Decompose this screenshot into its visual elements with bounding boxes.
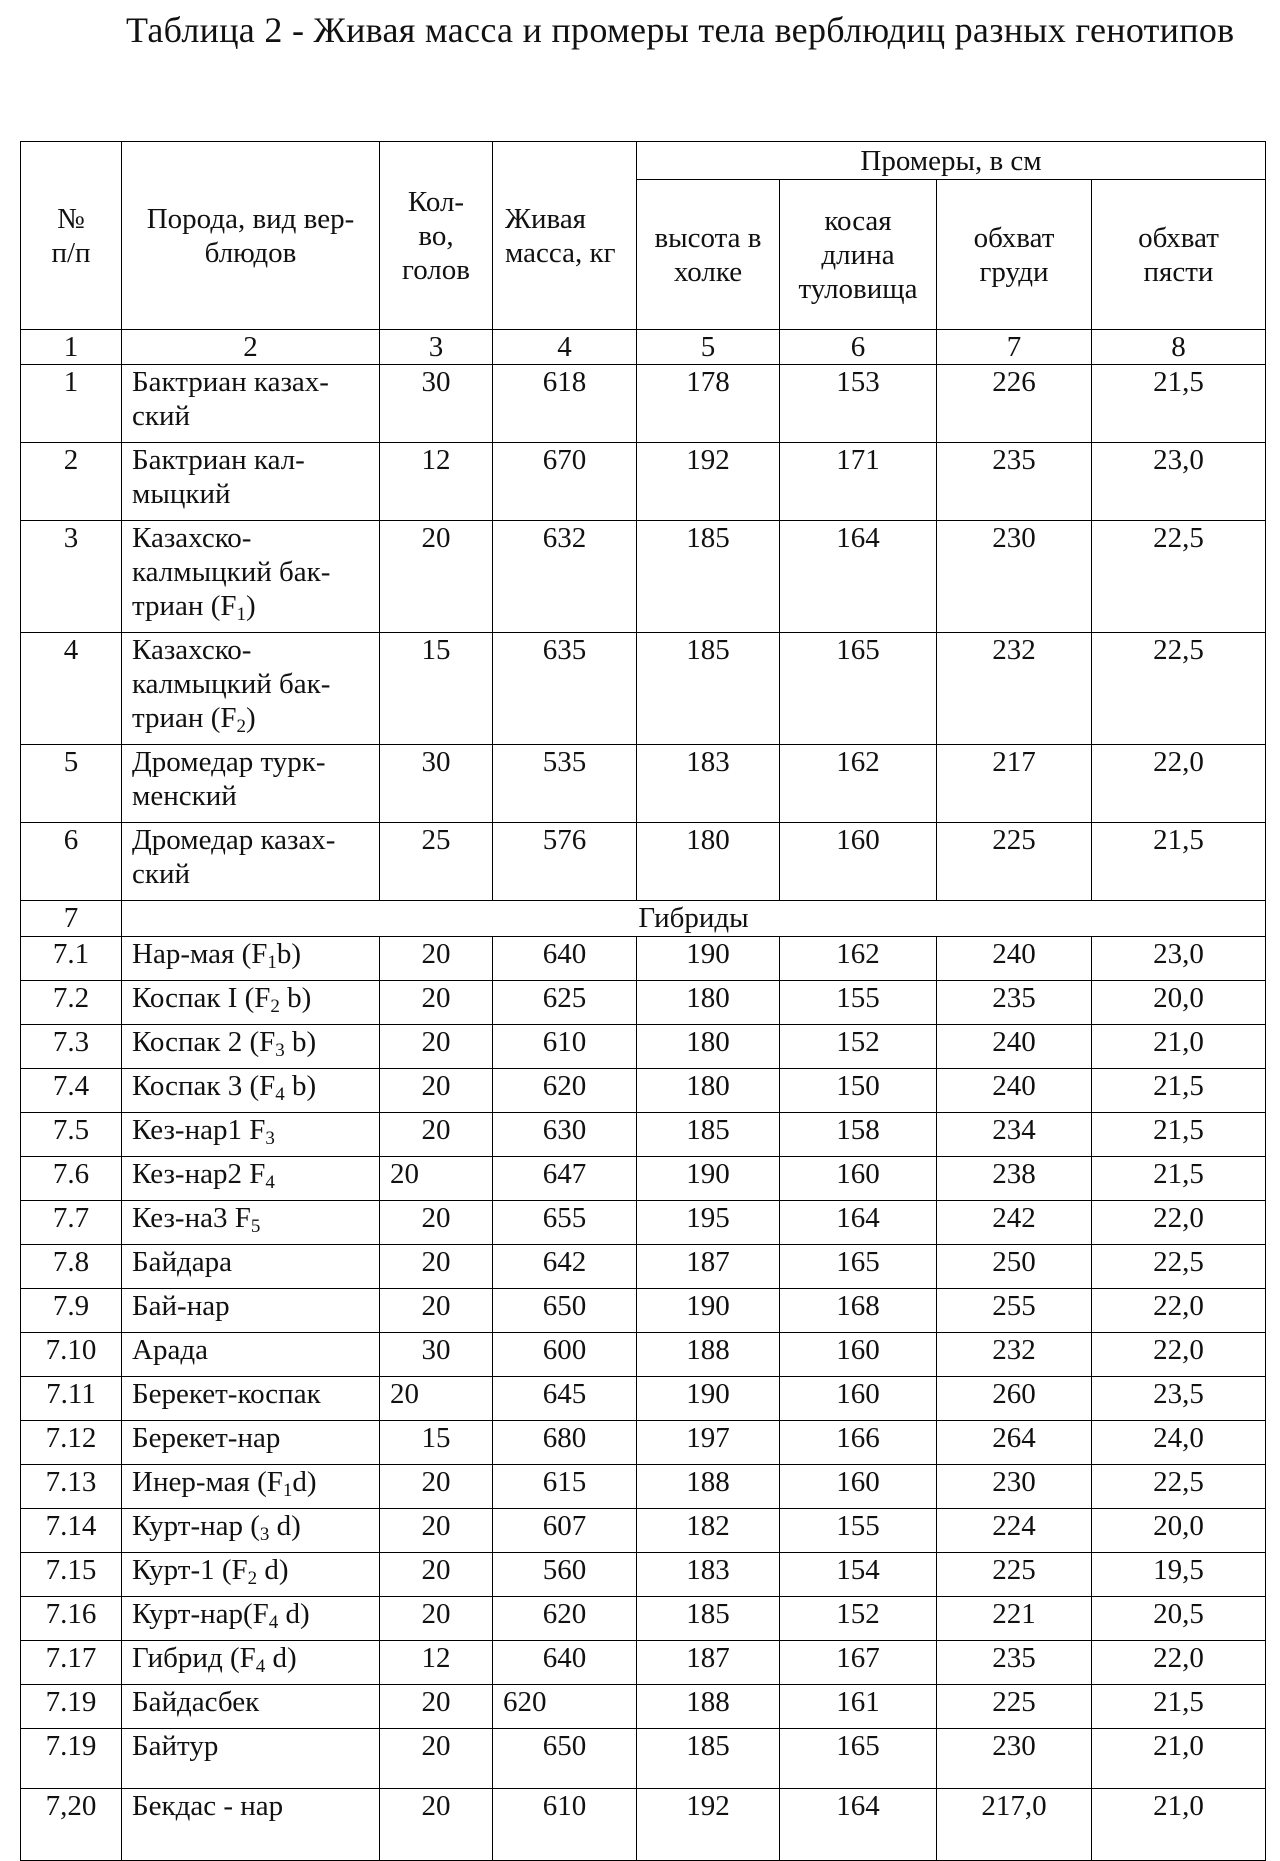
mass-cell: 680 (493, 1421, 637, 1465)
pastern-cell: 21,0 (1092, 1025, 1266, 1069)
height-cell: 180 (637, 1025, 780, 1069)
breed-name: Бактриан кал-мыцкий (122, 443, 380, 521)
breed-name: Гибрид ($F_4$ d) (122, 1641, 380, 1685)
count-cell: 20 (380, 1377, 493, 1421)
height-cell: 182 (637, 1509, 780, 1553)
row-number: 7.11 (21, 1377, 122, 1421)
table-row (21, 823, 1266, 901)
row-number: 7.17 (21, 1641, 122, 1685)
height-cell: 188 (637, 1465, 780, 1509)
breed-name: Дромедар турк-менский (122, 745, 380, 823)
count-cell: 20 (380, 1025, 493, 1069)
hybrids-section-row (21, 901, 1266, 937)
pastern-cell: 21,5 (1092, 365, 1266, 443)
count-cell: 20 (380, 981, 493, 1025)
length-cell: 158 (780, 1113, 937, 1157)
count-cell: 30 (380, 365, 493, 443)
row-number: 7,20 (21, 1789, 122, 1861)
header-chest: обхват груди (937, 180, 1092, 330)
height-cell: 197 (637, 1421, 780, 1465)
mass-cell: 576 (493, 823, 637, 901)
row-number: 7.13 (21, 1465, 122, 1509)
chest-cell: 240 (937, 1025, 1092, 1069)
row-number: 3 (21, 521, 122, 633)
breed-name: Байдасбек (122, 1685, 380, 1729)
length-cell: 160 (780, 1377, 937, 1421)
row-number: 4 (21, 633, 122, 745)
count-cell: 20 (380, 1729, 493, 1789)
chest-cell: 232 (937, 1333, 1092, 1377)
mass-cell: 607 (493, 1509, 637, 1553)
count-cell: 20 (380, 1157, 493, 1201)
chest-cell: 235 (937, 981, 1092, 1025)
header-breed: Порода, вид вер-блюдов (122, 142, 380, 330)
chest-cell: 230 (937, 521, 1092, 633)
height-cell: 185 (637, 1597, 780, 1641)
table-row (21, 981, 1266, 1025)
table-row (21, 1729, 1266, 1789)
breed-name: Бекдас - нар (122, 1789, 380, 1861)
mass-cell: 645 (493, 1377, 637, 1421)
height-cell: 190 (637, 1157, 780, 1201)
length-cell: 161 (780, 1685, 937, 1729)
length-cell: 168 (780, 1289, 937, 1333)
mass-cell: 610 (493, 1025, 637, 1069)
length-cell: 165 (780, 1245, 937, 1289)
height-cell: 180 (637, 823, 780, 901)
length-cell: 165 (780, 1729, 937, 1789)
pastern-cell: 22,5 (1092, 633, 1266, 745)
breed-name: Кез-нар1 $F_3$ (122, 1113, 380, 1157)
column-number: 3 (380, 330, 493, 365)
table-row (21, 521, 1266, 633)
row-number: 7.2 (21, 981, 122, 1025)
chest-cell: 234 (937, 1113, 1092, 1157)
mass-cell: 630 (493, 1113, 637, 1157)
chest-cell: 235 (937, 443, 1092, 521)
breed-name: Бактриан казах-ский (122, 365, 380, 443)
breed-name: Курт-1 ($F_2$ d) (122, 1553, 380, 1597)
table-row (21, 1289, 1266, 1333)
count-cell: 20 (380, 1685, 493, 1729)
length-cell: 164 (780, 521, 937, 633)
table-row (21, 1069, 1266, 1113)
column-number: 6 (780, 330, 937, 365)
pastern-cell: 22,0 (1092, 745, 1266, 823)
row-number: 7.3 (21, 1025, 122, 1069)
count-cell: 12 (380, 1641, 493, 1685)
pastern-cell: 19,5 (1092, 1553, 1266, 1597)
height-cell: 180 (637, 981, 780, 1025)
count-cell: 20 (380, 937, 493, 981)
row-number: 2 (21, 443, 122, 521)
length-cell: 152 (780, 1025, 937, 1069)
table-row (21, 1333, 1266, 1377)
table-row (21, 937, 1266, 981)
count-cell: 20 (380, 1113, 493, 1157)
pastern-cell: 24,0 (1092, 1421, 1266, 1465)
column-number: 1 (21, 330, 122, 365)
length-cell: 160 (780, 1333, 937, 1377)
pastern-cell: 22,0 (1092, 1201, 1266, 1245)
height-cell: 192 (637, 443, 780, 521)
row-number: 7.16 (21, 1597, 122, 1641)
height-cell: 188 (637, 1333, 780, 1377)
count-cell: 20 (380, 1465, 493, 1509)
height-cell: 185 (637, 1113, 780, 1157)
table-row (21, 633, 1266, 745)
chest-cell: 255 (937, 1289, 1092, 1333)
length-cell: 167 (780, 1641, 937, 1685)
row-number: 6 (21, 823, 122, 901)
header-measures: Промеры, в см (637, 142, 1266, 180)
header-height: высота в холке (637, 180, 780, 330)
table-row (21, 1157, 1266, 1201)
mass-cell: 620 (493, 1685, 637, 1729)
breed-name: Байтур (122, 1729, 380, 1789)
height-cell: 187 (637, 1641, 780, 1685)
column-number: 4 (493, 330, 637, 365)
mass-cell: 650 (493, 1729, 637, 1789)
chest-cell: 225 (937, 823, 1092, 901)
length-cell: 164 (780, 1789, 937, 1861)
chest-cell: 217,0 (937, 1789, 1092, 1861)
table-row (21, 1421, 1266, 1465)
height-cell: 183 (637, 1553, 780, 1597)
breed-name: Курт-$нар(F_4$ d) (122, 1597, 380, 1641)
pastern-cell: 22,5 (1092, 1465, 1266, 1509)
table-row (21, 1597, 1266, 1641)
mass-cell: 655 (493, 1201, 637, 1245)
height-cell: 183 (637, 745, 780, 823)
table-row (21, 1641, 1266, 1685)
row-number: 7.19 (21, 1685, 122, 1729)
row-number: 7.8 (21, 1245, 122, 1289)
table-row (21, 443, 1266, 521)
height-cell: 190 (637, 1289, 780, 1333)
length-cell: 152 (780, 1597, 937, 1641)
length-cell: 155 (780, 1509, 937, 1553)
pastern-cell: 21,0 (1092, 1729, 1266, 1789)
count-cell: 20 (380, 521, 493, 633)
breed-name: Кез-нар2 $F_4$ (122, 1157, 380, 1201)
table-row (21, 745, 1266, 823)
column-number: 8 (1092, 330, 1266, 365)
pastern-cell: 23,5 (1092, 1377, 1266, 1421)
table-row (21, 1245, 1266, 1289)
height-cell: 190 (637, 937, 780, 981)
breed-name: Коспак 2 ($F_3$ b) (122, 1025, 380, 1069)
count-cell: 30 (380, 1333, 493, 1377)
count-cell: 20 (380, 1553, 493, 1597)
count-cell: 20 (380, 1069, 493, 1113)
length-cell: 160 (780, 823, 937, 901)
row-number: 7.10 (21, 1333, 122, 1377)
chest-cell: 240 (937, 937, 1092, 981)
table-row (21, 1201, 1266, 1245)
header-num: № п/п (21, 142, 122, 330)
height-cell: 190 (637, 1377, 780, 1421)
mass-cell: 610 (493, 1789, 637, 1861)
chest-cell: 230 (937, 1465, 1092, 1509)
breed-name: Казахско-калмыцкий бак-триан $(F_2)$ (122, 633, 380, 745)
count-cell: 20 (380, 1245, 493, 1289)
height-cell: 188 (637, 1685, 780, 1729)
length-cell: 162 (780, 745, 937, 823)
mass-cell: 632 (493, 521, 637, 633)
chest-cell: 225 (937, 1553, 1092, 1597)
table-row (21, 1789, 1266, 1861)
row-number: 7.7 (21, 1201, 122, 1245)
length-cell: 150 (780, 1069, 937, 1113)
length-cell: 160 (780, 1157, 937, 1201)
breed-name: Казахско-калмыцкий бак-триан $(F_1)$ (122, 521, 380, 633)
table-row (21, 1113, 1266, 1157)
chest-cell: 224 (937, 1509, 1092, 1553)
pastern-cell: 22,0 (1092, 1333, 1266, 1377)
pastern-cell: 22,0 (1092, 1289, 1266, 1333)
count-cell: 20 (380, 1789, 493, 1861)
chest-cell: 240 (937, 1069, 1092, 1113)
row-number: 7.6 (21, 1157, 122, 1201)
breed-name: Берекет-нар (122, 1421, 380, 1465)
chest-cell: 238 (937, 1157, 1092, 1201)
mass-cell: 620 (493, 1069, 637, 1113)
height-cell: 185 (637, 633, 780, 745)
mass-cell: 640 (493, 937, 637, 981)
row-number: 5 (21, 745, 122, 823)
hybrids-section-label: Гибриды (122, 901, 1266, 937)
mass-cell: 642 (493, 1245, 637, 1289)
pastern-cell: 21,5 (1092, 823, 1266, 901)
column-number: 2 (122, 330, 380, 365)
table-row (21, 1465, 1266, 1509)
pastern-cell: 21,5 (1092, 1069, 1266, 1113)
height-cell: 192 (637, 1789, 780, 1861)
column-number-row (21, 330, 1266, 365)
table-row (21, 1377, 1266, 1421)
table-row (21, 1685, 1266, 1729)
height-cell: 180 (637, 1069, 780, 1113)
height-cell: 187 (637, 1245, 780, 1289)
mass-cell: 647 (493, 1157, 637, 1201)
pastern-cell: 21,5 (1092, 1113, 1266, 1157)
breed-name: Арада (122, 1333, 380, 1377)
table-row (21, 1509, 1266, 1553)
pastern-cell: 23,0 (1092, 443, 1266, 521)
height-cell: 195 (637, 1201, 780, 1245)
pastern-cell: 22,0 (1092, 1641, 1266, 1685)
row-number: 1 (21, 365, 122, 443)
chest-cell: 221 (937, 1597, 1092, 1641)
length-cell: 171 (780, 443, 937, 521)
row-number: 7.12 (21, 1421, 122, 1465)
row-number: 7.4 (21, 1069, 122, 1113)
height-cell: 178 (637, 365, 780, 443)
row-number: 7.15 (21, 1553, 122, 1597)
pastern-cell: 20,0 (1092, 981, 1266, 1025)
breed-name: Нар-мая $(F_1b)$ (122, 937, 380, 981)
length-cell: 164 (780, 1201, 937, 1245)
chest-cell: 235 (937, 1641, 1092, 1685)
pastern-cell: 22,5 (1092, 1245, 1266, 1289)
chest-cell: 217 (937, 745, 1092, 823)
length-cell: 154 (780, 1553, 937, 1597)
count-cell: 20 (380, 1201, 493, 1245)
mass-cell: 635 (493, 633, 637, 745)
chest-cell: 260 (937, 1377, 1092, 1421)
row-number: 7.14 (21, 1509, 122, 1553)
chest-cell: 225 (937, 1685, 1092, 1729)
header-pastern: обхват пясти (1092, 180, 1266, 330)
mass-cell: 615 (493, 1465, 637, 1509)
mass-cell: 670 (493, 443, 637, 521)
chest-cell: 232 (937, 633, 1092, 745)
row-number: 7.5 (21, 1113, 122, 1157)
mass-cell: 560 (493, 1553, 637, 1597)
breed-name: Байдара (122, 1245, 380, 1289)
pastern-cell: 21,5 (1092, 1685, 1266, 1729)
chest-cell: 264 (937, 1421, 1092, 1465)
breed-name: Берекет-коспак (122, 1377, 380, 1421)
count-cell: 20 (380, 1289, 493, 1333)
table-caption: Таблица 2 - Живая масса и промеры тела верблюдиц разных генотипов (126, 10, 1235, 50)
height-cell: 185 (637, 1729, 780, 1789)
breed-name: Дромедар казах-ский (122, 823, 380, 901)
pastern-cell: 22,5 (1092, 521, 1266, 633)
pastern-cell: 21,0 (1092, 1789, 1266, 1861)
length-cell: 160 (780, 1465, 937, 1509)
breed-name: Бай-нар (122, 1289, 380, 1333)
mass-cell: 650 (493, 1289, 637, 1333)
length-cell: 162 (780, 937, 937, 981)
count-cell: 30 (380, 745, 493, 823)
mass-cell: 618 (493, 365, 637, 443)
chest-cell: 226 (937, 365, 1092, 443)
count-cell: 20 (380, 1597, 493, 1641)
row-number: 7 (21, 901, 122, 937)
length-cell: 153 (780, 365, 937, 443)
breed-name: Кез-на3 $F_5$ (122, 1201, 380, 1245)
row-number: 7.9 (21, 1289, 122, 1333)
breed-name: Курт-нар ($_3$ d) (122, 1509, 380, 1553)
chest-cell: 250 (937, 1245, 1092, 1289)
header-length: косая длина туловища (780, 180, 937, 330)
pastern-cell: 20,5 (1092, 1597, 1266, 1641)
row-number: 7.1 (21, 937, 122, 981)
length-cell: 165 (780, 633, 937, 745)
table-row (21, 1025, 1266, 1069)
pastern-cell: 23,0 (1092, 937, 1266, 981)
mass-cell: 620 (493, 1597, 637, 1641)
data-table (20, 141, 1266, 1861)
chest-cell: 242 (937, 1201, 1092, 1245)
pastern-cell: 21,5 (1092, 1157, 1266, 1201)
table-row (21, 365, 1266, 443)
height-cell: 185 (637, 521, 780, 633)
breed-name: Коспак I ($F_2$ b) (122, 981, 380, 1025)
count-cell: 25 (380, 823, 493, 901)
count-cell: 15 (380, 633, 493, 745)
row-number: 7.19 (21, 1729, 122, 1789)
header-count: Кол-во, голов (380, 142, 493, 330)
column-number: 7 (937, 330, 1092, 365)
mass-cell: 625 (493, 981, 637, 1025)
table-row (21, 1553, 1266, 1597)
mass-cell: 535 (493, 745, 637, 823)
table-body (21, 365, 1266, 1861)
length-cell: 166 (780, 1421, 937, 1465)
chest-cell: 230 (937, 1729, 1092, 1789)
column-number: 5 (637, 330, 780, 365)
header-mass: Живая масса, кг (493, 142, 637, 330)
length-cell: 155 (780, 981, 937, 1025)
count-cell: 12 (380, 443, 493, 521)
pastern-cell: 20,0 (1092, 1509, 1266, 1553)
breed-name: Коспак 3 ($F_4$ b) (122, 1069, 380, 1113)
count-cell: 15 (380, 1421, 493, 1465)
count-cell: 20 (380, 1509, 493, 1553)
breed-name: Инер-мая $(F_1d)$ (122, 1465, 380, 1509)
mass-cell: 640 (493, 1641, 637, 1685)
mass-cell: 600 (493, 1333, 637, 1377)
